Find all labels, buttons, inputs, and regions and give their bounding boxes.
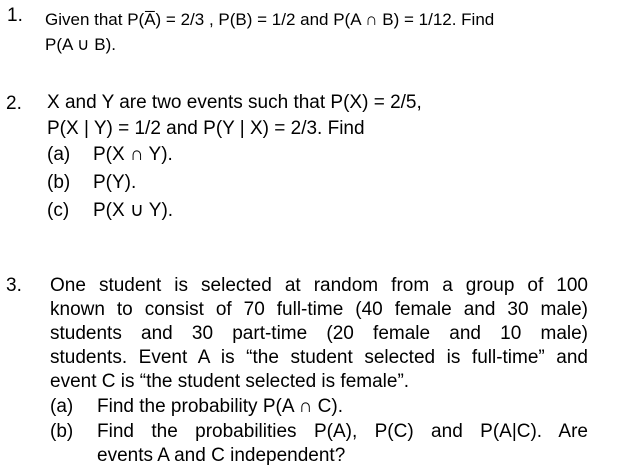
- question-2-part-c: [47, 199, 173, 223]
- question-3-line-2: known to consist of 70 full-time (40 female and 30 male): [50, 299, 588, 320]
- part-a-label: (a): [47, 144, 71, 165]
- part-a-text: P(X ∩ Y).: [93, 144, 173, 165]
- question-2-line-2: P(X | Y) = 1/2 and P(Y | X) = 2/3. Find: [47, 118, 365, 139]
- question-3-part-b-continued: events A and C independent?: [97, 445, 346, 466]
- question-2-number: 2.: [6, 93, 22, 114]
- question-3-part-a: [50, 395, 343, 419]
- part-b-label: (b): [50, 421, 74, 442]
- question-3-number: 3.: [6, 275, 22, 296]
- part-a-text: Find the probability P(A ∩ C).: [97, 396, 343, 417]
- part-b-text: P(Y).: [93, 172, 137, 193]
- question-3-line-3: students and 30 part-time (20 female and 10 male): [50, 323, 588, 344]
- question-3-line-5: event C is “the student selected is female”.: [50, 371, 410, 392]
- question-1-number: 1.: [7, 5, 23, 26]
- part-c-label: (c): [47, 200, 70, 221]
- part-b-text: Find the probabilities P(A), P(C) and P(A|C). Are: [97, 421, 588, 442]
- part-b-label: (b): [47, 172, 71, 193]
- question-3-line-1: One student is selected at random from a group of 100: [50, 275, 588, 296]
- question-2-part-b: [47, 171, 136, 195]
- question-1-line-2: P(A ∪ B).: [45, 35, 117, 54]
- question-1-line-1: Given that P(A̅) = 2/3 , P(B) = 1/2 and P(A ∩ B) = 1/12. Find: [45, 10, 495, 29]
- question-2-part-a: [47, 143, 173, 167]
- part-a-label: (a): [50, 396, 74, 417]
- part-c-text: P(X ∪ Y).: [93, 200, 174, 221]
- question-3-part-b: [50, 420, 588, 444]
- question-2-line-1: X and Y are two events such that P(X) = 2/5,: [47, 92, 422, 113]
- question-3-line-4: students. Event A is “the student selected is full-time” and: [50, 347, 588, 368]
